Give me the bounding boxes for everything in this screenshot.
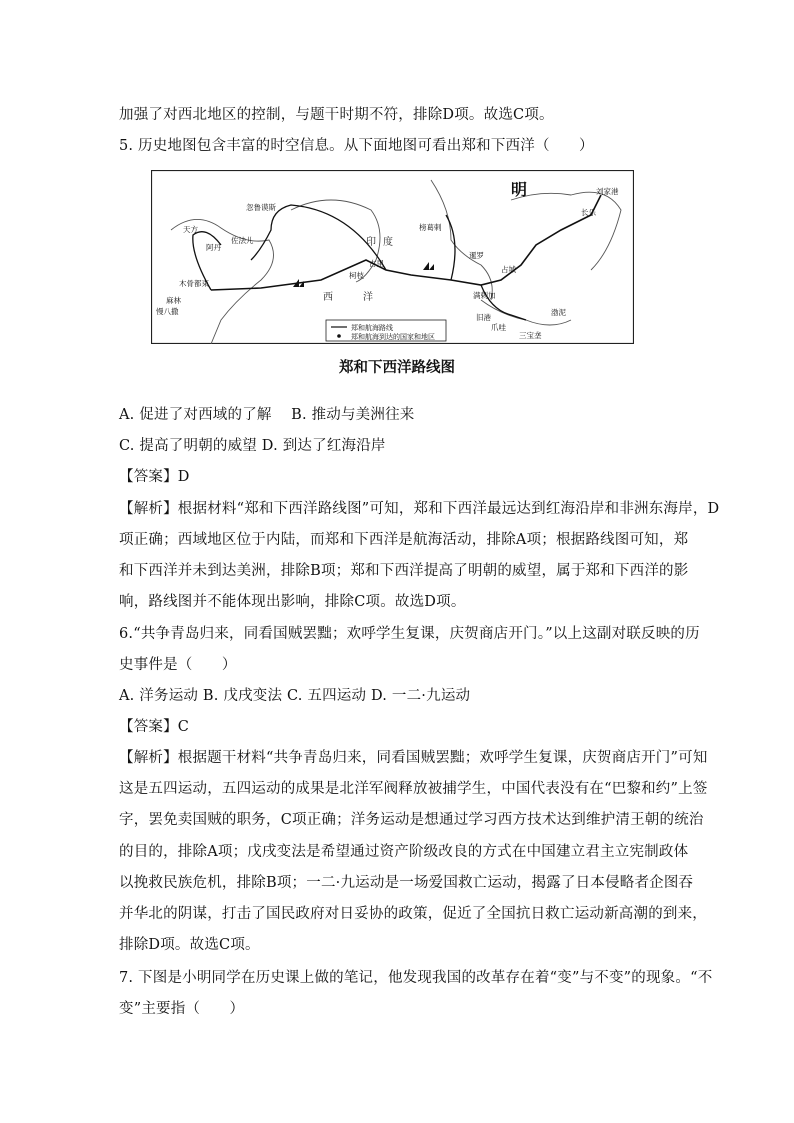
region-label-ming: 明: [511, 180, 528, 199]
region-label-yang: 洋: [363, 292, 373, 303]
map-caption: 郑和下西洋路线图: [339, 360, 455, 376]
place-label: 慢八撒: [156, 307, 179, 316]
place-label: 暹罗: [469, 251, 484, 260]
place-label: 满剌加: [473, 291, 496, 300]
text-line: 【答案】D: [119, 469, 190, 485]
region-label-du: 度: [383, 237, 393, 248]
route-map: [151, 170, 634, 344]
text-line: 和下西洋并未到达美洲，排除B项；郑和下西洋提高了明朝的威望，属于郑和下西洋的影: [119, 563, 689, 579]
text-line: 响，路线图并不能体现出影响，排除C项。故选D项。: [119, 594, 466, 610]
text-line: 【解析】根据题干材料“共争青岛归来，同看国贼罢黜；欢呼学生复课，庆贺商店开门”可知: [119, 750, 708, 766]
place-label: 三宝垄: [519, 331, 542, 340]
text-line: 以挽救民族危机，排除B项；一二·九运动是一场爱国救亡运动，揭露了日本侵略者企图吞: [119, 875, 694, 891]
text-line: 排除D项。故选C项。: [119, 937, 260, 953]
text-line: 加强了对西北地区的控制，与题干时期不符，排除D项。故选C项。: [119, 107, 554, 123]
place-label: 刘家港: [596, 187, 619, 196]
text-line: 【答案】C: [119, 719, 190, 735]
place-label: 榜葛剌: [419, 223, 442, 232]
place-label: 爪哇: [491, 323, 506, 332]
text-line: 项正确；西域地区位于内陆，而郑和下西洋是航海活动，排除A项；根据路线图可知，郑: [119, 532, 689, 548]
place-label: 佐法儿: [231, 236, 254, 245]
place-label: 占城: [501, 265, 516, 274]
place-label: 渤泥: [551, 308, 566, 317]
place-label: 古里: [369, 259, 384, 268]
text-line: 并华北的阴谋，打击了国民政府对日妥协的政策，促近了全国抗日救亡运动新高潮的到来，: [119, 906, 707, 922]
text-line: C. 提高了明朝的威望 D. 到达了红海沿岸: [119, 438, 386, 454]
place-label: 旧港: [476, 313, 491, 322]
place-label: 长乐: [581, 208, 596, 217]
text-line: 7. 下图是小明同学在历史课上做的笔记，他发现我国的改革存在着“变”与不变”的现象。“不: [119, 970, 713, 986]
text-line: 【解析】根据材料“郑和下西洋路线图”可知，郑和下西洋最远达到红海沿岸和非洲东海岸，D: [119, 501, 720, 517]
text-line: 的目的，排除A项；戊戌变法是希望通过资产阶级改良的方式在中国建立君主立宪制政体: [119, 844, 689, 860]
text-line: 这是五四运动，五四运动的成果是北洋军阀释放被捕学生，中国代表没有在“巴黎和约”上签: [119, 781, 708, 797]
place-label: 忽鲁谟斯: [246, 203, 276, 212]
question-5-stem: 5. 历史地图包含丰富的时空信息。从下面地图可看出郑和下西洋（ ）: [119, 138, 594, 154]
text-line: A. 促进了对西域的了解 B. 推动与美洲往来: [119, 407, 415, 423]
place-label: 麻林: [166, 296, 181, 305]
legend-places: 郑和航海到达的国家和地区: [351, 333, 435, 341]
legend-route: 郑和航海路线: [351, 324, 393, 332]
text-line: 变”主要指（ ）: [119, 1001, 245, 1017]
text-line: 6.“共争青岛归来，同看国贼罢黜；欢呼学生复课，庆贺商店开门。”以上这副对联反映的历: [119, 626, 700, 642]
place-label: 天方: [183, 225, 198, 234]
text-line: 字，罢免卖国贼的职务，C项正确；洋务运动是想通过学习西方技术达到维护清王朝的统治: [119, 812, 704, 828]
text-line: 史事件是（ ）: [119, 657, 237, 673]
region-label-xi: 西: [323, 292, 333, 303]
text-line: A. 洋务运动 B. 戊戌变法 C. 五四运动 D. 一二·九运动: [119, 688, 471, 704]
place-label: 木骨都束: [179, 279, 209, 288]
region-label-yin: 印: [366, 237, 376, 248]
place-label: 柯枝: [349, 271, 364, 280]
place-label: 阿丹: [206, 243, 221, 252]
